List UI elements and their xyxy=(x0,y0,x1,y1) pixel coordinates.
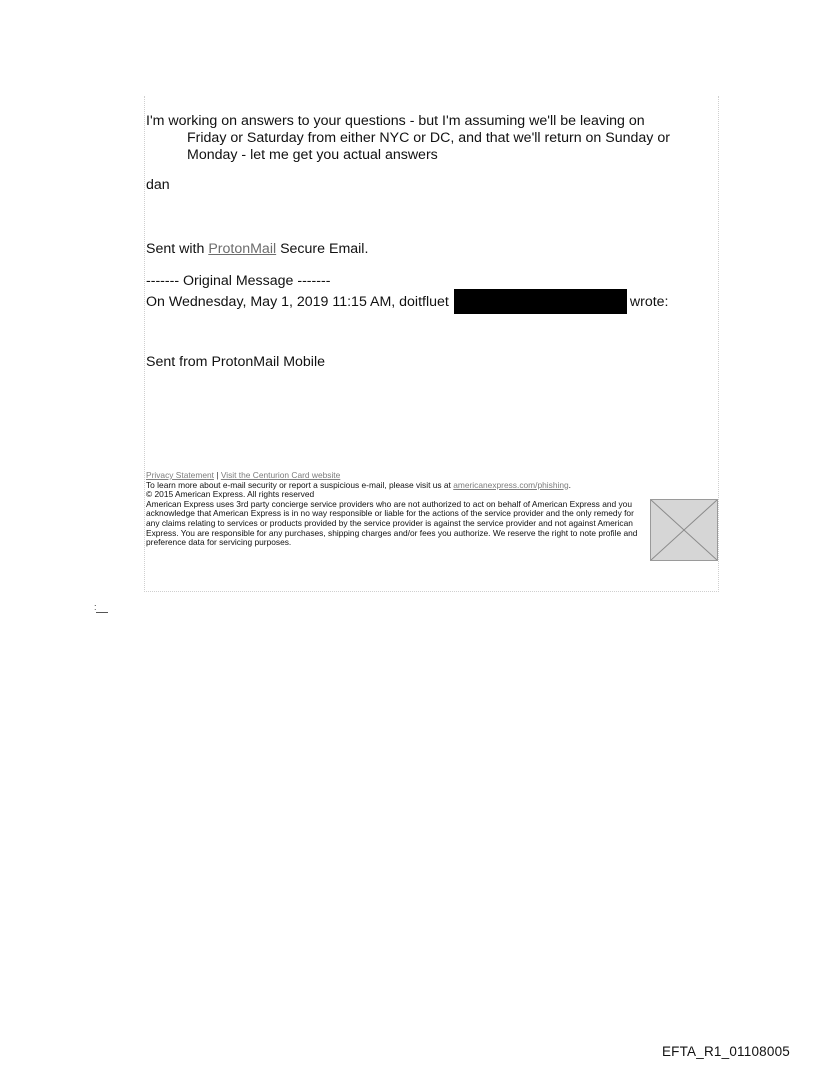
security-suffix: . xyxy=(568,479,571,490)
broken-image-placeholder xyxy=(650,499,718,561)
sent-with-line xyxy=(146,241,368,258)
reply-line: Friday or Saturday from either NYC or DC, and that we'll return on Sunday or xyxy=(187,130,670,146)
centurion-card-link[interactable]: Visit the Centurion Card website xyxy=(220,470,341,480)
security-text: To learn more about e-mail security or report a suspicious e-mail, please visit us at xyxy=(146,479,454,490)
protonmail-link[interactable]: ProtonMail xyxy=(208,241,277,257)
reply-body xyxy=(146,113,670,164)
reply-line: Monday - let me get you actual answers xyxy=(187,147,438,163)
disclaimer: American Express uses 3rd party concierge service providers who are not authorized to act on behalf of American Express and you acknowledge that American Express is in no way responsible or liable for the actions of the service provider and the only remedy for any claims relating to services or products provided by the service provider is against the service provider and not against American Express. You are responsible for any purchases, shipping charges and/or fees you authorize. We reserve the right to note profile and preference data for servicing purposes. xyxy=(146,498,638,548)
attribution-suffix: wrote: xyxy=(629,294,669,310)
signature: dan xyxy=(146,177,170,193)
email-footer xyxy=(146,471,646,548)
image-placeholder-icon xyxy=(651,500,717,560)
original-message-attribution xyxy=(146,289,669,314)
original-message-header: ------- Original Message ------- xyxy=(146,273,331,289)
stray-line xyxy=(96,612,108,613)
attribution-prefix: On Wednesday, May 1, 2019 11:15 AM, doitfluet xyxy=(146,294,449,310)
redaction-box xyxy=(454,289,627,314)
sent-with-suffix: Secure Email. xyxy=(276,241,369,257)
sent-with-prefix: Sent with xyxy=(146,241,209,257)
copyright: © 2015 American Express. All rights reserved xyxy=(146,489,315,500)
privacy-statement-link[interactable]: Privacy Statement xyxy=(146,470,214,480)
stray-mark: : xyxy=(94,602,97,612)
sent-from-mobile: Sent from ProtonMail Mobile xyxy=(146,354,325,370)
document-id: EFTA_R1_01108005 xyxy=(661,1044,790,1059)
reply-line: I'm working on answers to your questions - but I'm assuming we'll be leaving on xyxy=(146,113,645,129)
footer-separator: | xyxy=(216,470,219,480)
phishing-link[interactable]: americanexpress.com/phishing xyxy=(453,479,569,490)
